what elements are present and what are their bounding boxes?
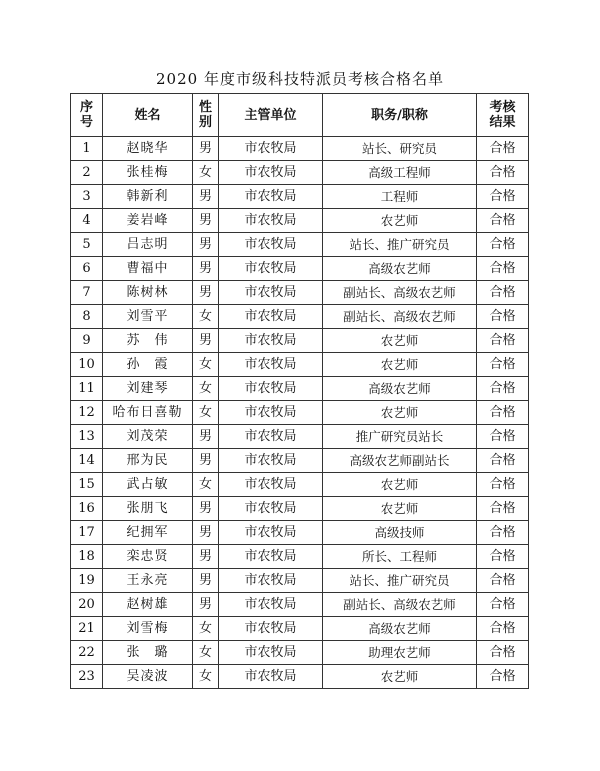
cell-position: 农艺师 — [323, 401, 477, 425]
cell-unit: 市农牧局 — [219, 305, 323, 329]
cell-gender: 男 — [193, 449, 219, 473]
table-row — [71, 449, 529, 473]
cell-name: 栾忠贤 — [103, 545, 193, 569]
cell-unit: 市农牧局 — [219, 209, 323, 233]
cell-name: 张 璐 — [103, 641, 193, 665]
cell-position: 高级农艺师副站长 — [323, 449, 477, 473]
cell-name: 吴凌波 — [103, 665, 193, 689]
cell-position: 工程师 — [323, 185, 477, 209]
cell-gender: 男 — [193, 545, 219, 569]
cell-gender: 女 — [193, 305, 219, 329]
cell-result: 合格 — [477, 545, 529, 569]
cell-unit: 市农牧局 — [219, 545, 323, 569]
header-position: 职务/职称 — [323, 94, 477, 137]
cell-unit: 市农牧局 — [219, 185, 323, 209]
cell-result: 合格 — [477, 257, 529, 281]
cell-result: 合格 — [477, 161, 529, 185]
table-row — [71, 545, 529, 569]
cell-gender: 男 — [193, 497, 219, 521]
cell-result: 合格 — [477, 305, 529, 329]
cell-name: 吕志明 — [103, 233, 193, 257]
cell-result: 合格 — [477, 329, 529, 353]
header-unit: 主管单位 — [219, 94, 323, 137]
cell-seq: 14 — [71, 449, 103, 473]
cell-gender: 女 — [193, 665, 219, 689]
cell-seq: 10 — [71, 353, 103, 377]
cell-unit: 市农牧局 — [219, 665, 323, 689]
cell-seq: 8 — [71, 305, 103, 329]
table-row — [71, 521, 529, 545]
cell-seq: 4 — [71, 209, 103, 233]
cell-name: 陈树林 — [103, 281, 193, 305]
table-row — [71, 353, 529, 377]
qualified-list-table — [70, 93, 529, 689]
cell-name: 武占敏 — [103, 473, 193, 497]
table-row — [71, 137, 529, 161]
cell-unit: 市农牧局 — [219, 569, 323, 593]
cell-seq: 15 — [71, 473, 103, 497]
cell-gender: 男 — [193, 593, 219, 617]
cell-gender: 男 — [193, 569, 219, 593]
cell-name: 邢为民 — [103, 449, 193, 473]
cell-unit: 市农牧局 — [219, 353, 323, 377]
cell-name: 孙 霞 — [103, 353, 193, 377]
cell-position: 站长、推广研究员 — [323, 233, 477, 257]
cell-seq: 23 — [71, 665, 103, 689]
cell-seq: 17 — [71, 521, 103, 545]
table-row — [71, 569, 529, 593]
cell-unit: 市农牧局 — [219, 641, 323, 665]
cell-gender: 女 — [193, 161, 219, 185]
cell-gender: 男 — [193, 137, 219, 161]
cell-name: 纪拥军 — [103, 521, 193, 545]
cell-gender: 男 — [193, 521, 219, 545]
table-row — [71, 209, 529, 233]
cell-gender: 男 — [193, 233, 219, 257]
cell-gender: 男 — [193, 209, 219, 233]
cell-position: 高级农艺师 — [323, 617, 477, 641]
cell-seq: 12 — [71, 401, 103, 425]
cell-position: 农艺师 — [323, 665, 477, 689]
cell-unit: 市农牧局 — [219, 137, 323, 161]
cell-seq: 11 — [71, 377, 103, 401]
cell-position: 农艺师 — [323, 353, 477, 377]
cell-position: 站长、推广研究员 — [323, 569, 477, 593]
cell-result: 合格 — [477, 521, 529, 545]
cell-position: 高级技师 — [323, 521, 477, 545]
cell-name: 韩新利 — [103, 185, 193, 209]
header-gender: 性 别 — [193, 94, 219, 137]
cell-seq: 22 — [71, 641, 103, 665]
cell-unit: 市农牧局 — [219, 449, 323, 473]
cell-seq: 2 — [71, 161, 103, 185]
document-title: 2020 年度市级科技特派员考核合格名单 — [156, 70, 444, 88]
cell-gender: 女 — [193, 473, 219, 497]
cell-result: 合格 — [477, 353, 529, 377]
cell-name: 刘建琴 — [103, 377, 193, 401]
cell-result: 合格 — [477, 593, 529, 617]
table-row — [71, 665, 529, 689]
cell-unit: 市农牧局 — [219, 593, 323, 617]
header-name: 姓名 — [103, 94, 193, 137]
table-row — [71, 281, 529, 305]
cell-position: 农艺师 — [323, 329, 477, 353]
cell-name: 张桂梅 — [103, 161, 193, 185]
cell-seq: 20 — [71, 593, 103, 617]
cell-result: 合格 — [477, 617, 529, 641]
cell-name: 刘雪平 — [103, 305, 193, 329]
cell-position: 所长、工程师 — [323, 545, 477, 569]
table-header-row — [71, 94, 529, 137]
cell-gender: 女 — [193, 401, 219, 425]
cell-result: 合格 — [477, 473, 529, 497]
cell-result: 合格 — [477, 665, 529, 689]
table-body — [71, 137, 529, 689]
cell-position: 副站长、高级农艺师 — [323, 305, 477, 329]
cell-name: 王永亮 — [103, 569, 193, 593]
cell-position: 高级农艺师 — [323, 257, 477, 281]
cell-position: 农艺师 — [323, 497, 477, 521]
cell-name: 赵树雄 — [103, 593, 193, 617]
cell-name: 刘茂荣 — [103, 425, 193, 449]
cell-position: 高级工程师 — [323, 161, 477, 185]
cell-name: 赵晓华 — [103, 137, 193, 161]
cell-gender: 男 — [193, 185, 219, 209]
table-row — [71, 497, 529, 521]
table-row — [71, 617, 529, 641]
cell-name: 曹福中 — [103, 257, 193, 281]
cell-result: 合格 — [477, 641, 529, 665]
cell-seq: 13 — [71, 425, 103, 449]
cell-position: 副站长、高级农艺师 — [323, 593, 477, 617]
cell-unit: 市农牧局 — [219, 257, 323, 281]
cell-result: 合格 — [477, 281, 529, 305]
cell-position: 副站长、高级农艺师 — [323, 281, 477, 305]
cell-result: 合格 — [477, 569, 529, 593]
cell-seq: 21 — [71, 617, 103, 641]
cell-unit: 市农牧局 — [219, 377, 323, 401]
cell-unit: 市农牧局 — [219, 617, 323, 641]
table-row — [71, 425, 529, 449]
cell-seq: 1 — [71, 137, 103, 161]
table-row — [71, 161, 529, 185]
table-row — [71, 473, 529, 497]
cell-result: 合格 — [477, 233, 529, 257]
cell-seq: 18 — [71, 545, 103, 569]
cell-result: 合格 — [477, 425, 529, 449]
cell-result: 合格 — [477, 401, 529, 425]
cell-result: 合格 — [477, 185, 529, 209]
table-row — [71, 641, 529, 665]
table-row — [71, 185, 529, 209]
cell-seq: 9 — [71, 329, 103, 353]
cell-unit: 市农牧局 — [219, 497, 323, 521]
table-row — [71, 329, 529, 353]
cell-result: 合格 — [477, 209, 529, 233]
header-seq: 序 号 — [71, 94, 103, 137]
cell-gender: 男 — [193, 257, 219, 281]
cell-position: 助理农艺师 — [323, 641, 477, 665]
table-row — [71, 593, 529, 617]
cell-seq: 7 — [71, 281, 103, 305]
cell-gender: 女 — [193, 377, 219, 401]
cell-unit: 市农牧局 — [219, 401, 323, 425]
cell-seq: 16 — [71, 497, 103, 521]
cell-result: 合格 — [477, 377, 529, 401]
cell-name: 哈布日喜勒 — [103, 401, 193, 425]
table-row — [71, 401, 529, 425]
cell-name: 刘雪梅 — [103, 617, 193, 641]
cell-seq: 19 — [71, 569, 103, 593]
cell-unit: 市农牧局 — [219, 425, 323, 449]
cell-seq: 6 — [71, 257, 103, 281]
cell-position: 农艺师 — [323, 209, 477, 233]
cell-unit: 市农牧局 — [219, 233, 323, 257]
cell-gender: 男 — [193, 329, 219, 353]
cell-gender: 女 — [193, 641, 219, 665]
table-row — [71, 233, 529, 257]
cell-unit: 市农牧局 — [219, 521, 323, 545]
cell-position: 站长、研究员 — [323, 137, 477, 161]
cell-unit: 市农牧局 — [219, 161, 323, 185]
cell-name: 姜岩峰 — [103, 209, 193, 233]
cell-result: 合格 — [477, 137, 529, 161]
cell-gender: 女 — [193, 353, 219, 377]
cell-name: 苏 伟 — [103, 329, 193, 353]
cell-position: 农艺师 — [323, 473, 477, 497]
cell-gender: 女 — [193, 617, 219, 641]
cell-unit: 市农牧局 — [219, 281, 323, 305]
table-row — [71, 305, 529, 329]
cell-unit: 市农牧局 — [219, 329, 323, 353]
header-result: 考核 结果 — [477, 94, 529, 137]
cell-position: 推广研究员站长 — [323, 425, 477, 449]
cell-gender: 男 — [193, 281, 219, 305]
cell-name: 张朋飞 — [103, 497, 193, 521]
cell-gender: 男 — [193, 425, 219, 449]
cell-position: 高级农艺师 — [323, 377, 477, 401]
cell-result: 合格 — [477, 497, 529, 521]
cell-seq: 3 — [71, 185, 103, 209]
cell-seq: 5 — [71, 233, 103, 257]
cell-unit: 市农牧局 — [219, 473, 323, 497]
cell-result: 合格 — [477, 449, 529, 473]
table-row — [71, 377, 529, 401]
table-row — [71, 257, 529, 281]
